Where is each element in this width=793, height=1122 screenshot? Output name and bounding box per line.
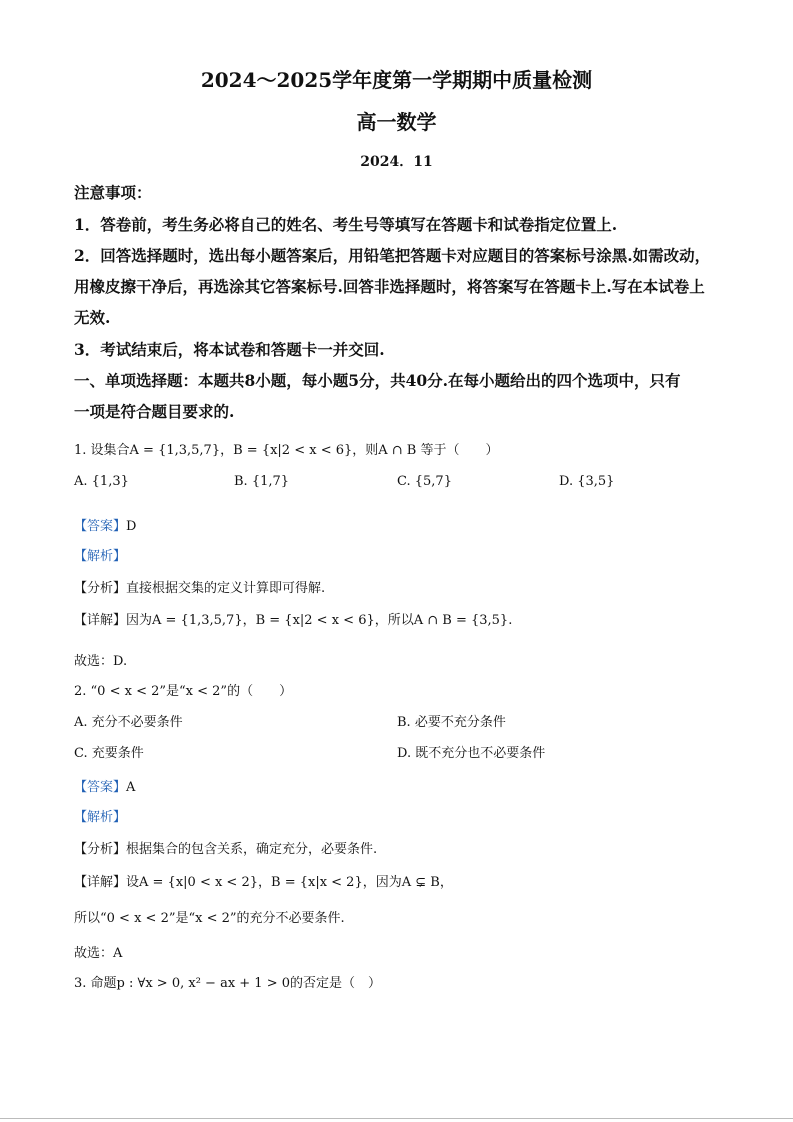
q1-option-d: D. {3,5} xyxy=(559,474,615,489)
exam-subject: 高一数学 xyxy=(356,110,437,134)
q2-xiangjie-row xyxy=(74,871,453,890)
q2-option-a: A. 充分不必要条件 xyxy=(74,715,183,730)
q2-xiangjie: 设A = {x|0 < x < 2}，B = {x|x < 2}，因为A ⊊ B， xyxy=(126,875,453,890)
notes-heading: 注意事项： xyxy=(74,183,152,202)
q1-stem: 1. 设集合A = {1,3,5,7}，B = {x|2 < x < 6}，则A ∩ B 等于（ ） xyxy=(74,443,499,458)
q2-conclusion: 故选：A xyxy=(74,946,123,961)
notes-item-1: 1．答卷前，考生务必将自己的姓名、考生号等填写在答题卡和试卷指定位置上. xyxy=(74,215,618,234)
q2-option-c: C. 充要条件 xyxy=(74,746,144,761)
q2-answer: A xyxy=(126,780,136,795)
q1-xiangjie: 因为A = {1,3,5,7}，B = {x|2 < x < 6}，所以A ∩ B = {3,5}. xyxy=(126,613,513,628)
section-heading-line1: 一、单项选择题：本题共8小题，每小题5分，共40分.在每小题给出的四个选项中，只有 xyxy=(74,371,681,390)
q1-fenxi-tag: 【分析】 xyxy=(74,581,127,596)
q2-answer-row xyxy=(74,776,135,795)
notes-item-2a: 2．回答选择题时，选出每小题答案后，用铅笔把答题卡对应题目的答案标号涂黑.如需改动， xyxy=(74,246,711,265)
q2-fenxi-tag: 【分析】 xyxy=(74,842,127,857)
exam-title: 2024～2025学年度第一学期期中质量检测 xyxy=(200,68,593,92)
q2-fenxi: 根据集合的包含关系，确定充分，必要条件. xyxy=(126,842,378,857)
q1-answer-row xyxy=(74,515,136,534)
q1-fenxi: 直接根据交集的定义计算即可得解. xyxy=(126,581,326,596)
q2-xiangjie-tag: 【详解】 xyxy=(74,875,127,890)
q1-answer-tag: 【答案】 xyxy=(74,519,127,534)
page-bottom-rule xyxy=(0,1118,793,1119)
q2-answer-tag: 【答案】 xyxy=(74,780,127,795)
notes-item-2c: 无效. xyxy=(74,308,111,327)
section-heading-line2: 一项是符合题目要求的. xyxy=(74,402,235,421)
q2-option-b: B. 必要不充分条件 xyxy=(397,715,506,730)
q1-xiangjie-tag: 【详解】 xyxy=(74,613,127,628)
q1-option-a: A. {1,3} xyxy=(74,474,129,489)
q1-answer: D xyxy=(126,519,137,534)
q1-analysis-tag: 【解析】 xyxy=(74,549,127,564)
q2-analysis-tag: 【解析】 xyxy=(74,810,127,825)
q2-option-d: D. 既不充分也不必要条件 xyxy=(397,746,546,761)
notes-item-2b: 用橡皮擦干净后，再选涂其它答案标号.回答非选择题时，将答案写在答题卡上.写在本试卷上 xyxy=(74,277,705,296)
q1-option-b: B. {1,7} xyxy=(234,474,290,489)
q1-fenxi-row xyxy=(74,577,325,596)
exam-date: 2024．11 xyxy=(360,154,433,170)
q1-conclusion: 故选：D. xyxy=(74,654,128,669)
q1-xiangjie-row xyxy=(74,609,512,628)
notes-item-3: 3．考试结束后，将本试卷和答题卡一并交回. xyxy=(74,340,385,359)
q2-stem: 2. “0 < x < 2”是“x < 2”的（ ） xyxy=(74,684,293,699)
q2-fenxi-row xyxy=(74,838,377,857)
q2-xiangjie-conclusion: 所以“0 < x < 2”是“x < 2”的充分不必要条件. xyxy=(74,911,345,926)
q1-option-c: C. {5,7} xyxy=(397,474,452,489)
q3-stem: 3. 命题p : ∀x > 0, x² − ax + 1 > 0的否定是（ ） xyxy=(74,976,382,991)
